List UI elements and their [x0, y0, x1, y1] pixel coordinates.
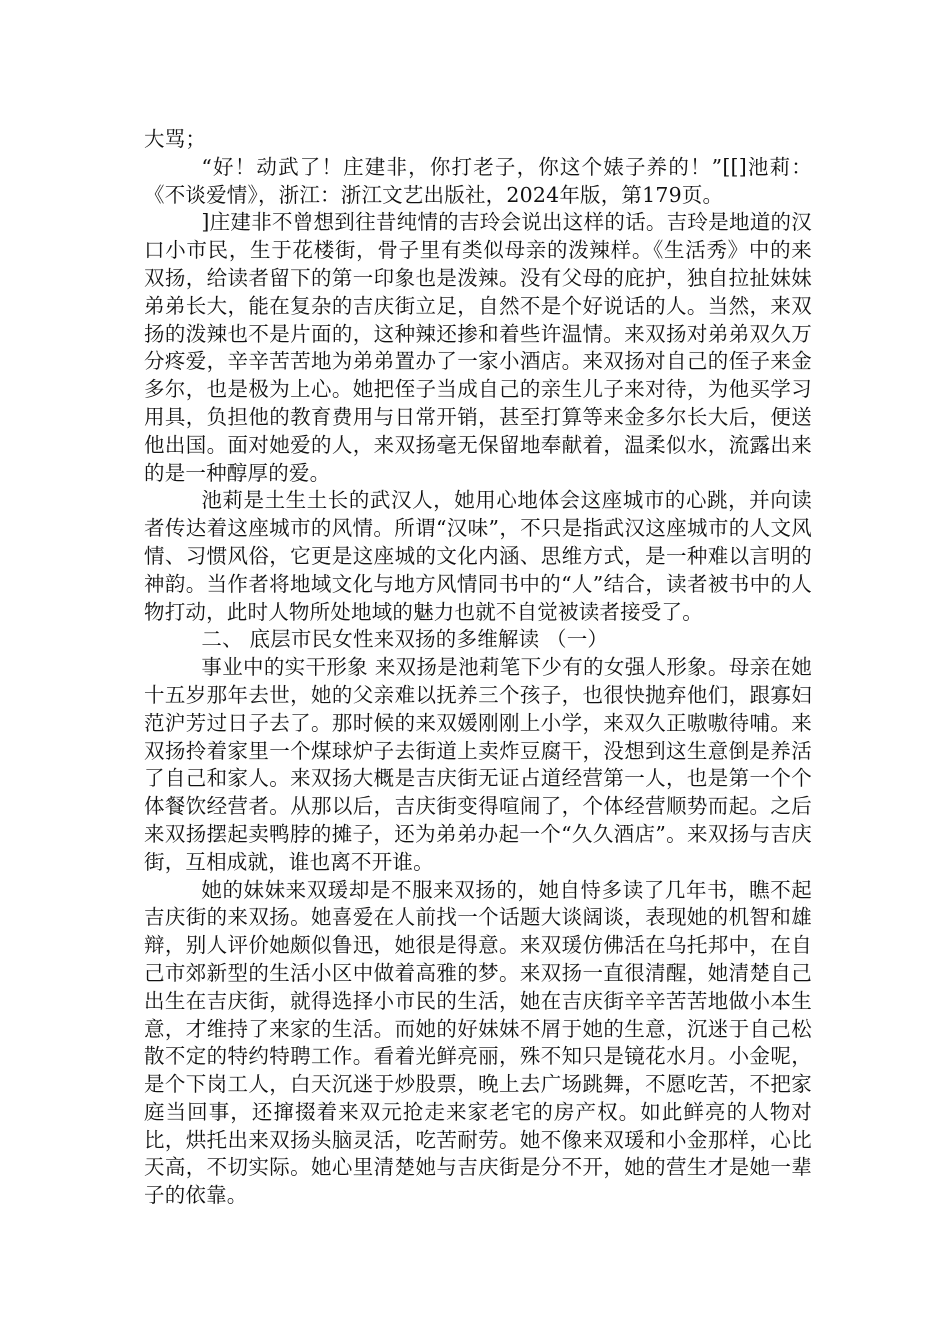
section-heading: 二、 底层市民女性来双扬的多维解读 （一）: [201, 627, 609, 652]
paragraph-jiling-laishuangyang: ]庄建非不曾想到往昔纯情的吉玲会说出这样的话。吉玲是地道的汉口小市民，生于花楼街，骨子里有类似母亲的泼辣样。《生活秀》中的来双扬，给读者留下的第一印象也是泼辣。没有父母的庇护，独自拉扯妹妹弟弟长大，能在复杂的吉庆街立足，自然不是个好说话的人。当然，来双扬的泼辣也不是片面的，这种辣还掺和着些许温情。来双扬对弟弟双久万分疼爱，辛辛苦苦地为弟弟置办了一家小酒店。来双扬对自己的侄子来金多尔，也是极为上心。她把侄子当成自己的亲生儿子来对待，为他买学习用具，负担他的教育费用与日常开销，甚至打算等来金多尔长大后，便送他出国。面对她爱的人，来双扬毫无保留地奉献着，温柔似水，流露出来的是一种醇厚的爱。: [144, 210, 812, 485]
paragraph-sister-contrast: 她的妹妹来双瑗却是不服来双扬的，她自恃多读了几年书，瞧不起吉庆街的来双扬。她喜爱在人前找一个话题大谈阔谈，表现她的机智和雄辩，别人评价她颇似鲁迅，她很是得意。来双瑗仿佛活在乌托邦中，在自己市郊新型的生活小区中做着高雅的梦。来双扬一直很清醒，她清楚自己出生在吉庆街，就得选择小市民的生活，她在吉庆街辛辛苦苦地做小本生意，才维持了来家的生活。而她的好妹妹不屑于她的生意，沉迷于自己松散不定的特约特聘工作。看着光鲜亮丽，殊不知只是镜花水月。小金呢，是个下岗工人，白天沉迷于炒股票，晚上去广场跳舞，不愿吃苦，不把家庭当回事，还撺掇着来双元抢走来家老宅的房产权。如此鲜亮的人物对比，烘托出来双扬头脑灵活，吃苦耐劳。她不像来双瑗和小金那样，心比天高，不切实际。她心里清楚她与吉庆街是分不开，她的营生才是她一辈子的依靠。: [144, 877, 812, 1208]
paragraph-continuation: 大骂；: [144, 127, 207, 151]
paragraph-career-image: 事业中的实干形象 来双扬是池莉笔下少有的女强人形象。母亲在她十五岁那年去世，她的父亲难以抚养三个孩子，也很快抛弃他们，跟寡妇范沪芳过日子去了。那时候的来双媛刚刚上小学，来双久正嗷嗷待哺。来双扬拎着家里一个煤球炉子去街道上卖炸豆腐干，没想到这生意倒是养活了自己和家人。来双扬大概是吉庆街无证占道经营第一人，也是第一个个体餐饮经营者。从那以后，吉庆街变得喧闹了，个体经营顺势而起。之后来双扬摆起卖鸭脖的摊子，还为弟弟办起一个“久久酒店”。来双扬与吉庆街，互相成就，谁也离不开谁。: [144, 655, 812, 874]
paragraph-quote-footnote: “好！动武了！庄建非，你打老子，你这个婊子养的！”[[]池莉：《不谈爱情》，浙江：浙江文艺出版社，2024年版，第179页。: [144, 154, 812, 207]
paragraph-wuhan-flavor: 池莉是土生土长的武汉人，她用心地体会这座城市的心跳，并向读者传达着这座城市的风情。所谓“汉味”，不只是指武汉这座城市的人文风情、习惯风俗，它更是这座城的文化内涵、思维方式，是一种难以言明的神韵。当作者将地域文化与地方风情同书中的“人”结合，读者被书中的人物打动，此时人物所处地域的魅力也就不自觉被读者接受了。: [144, 488, 812, 624]
document-body: [144, 126, 812, 1210]
